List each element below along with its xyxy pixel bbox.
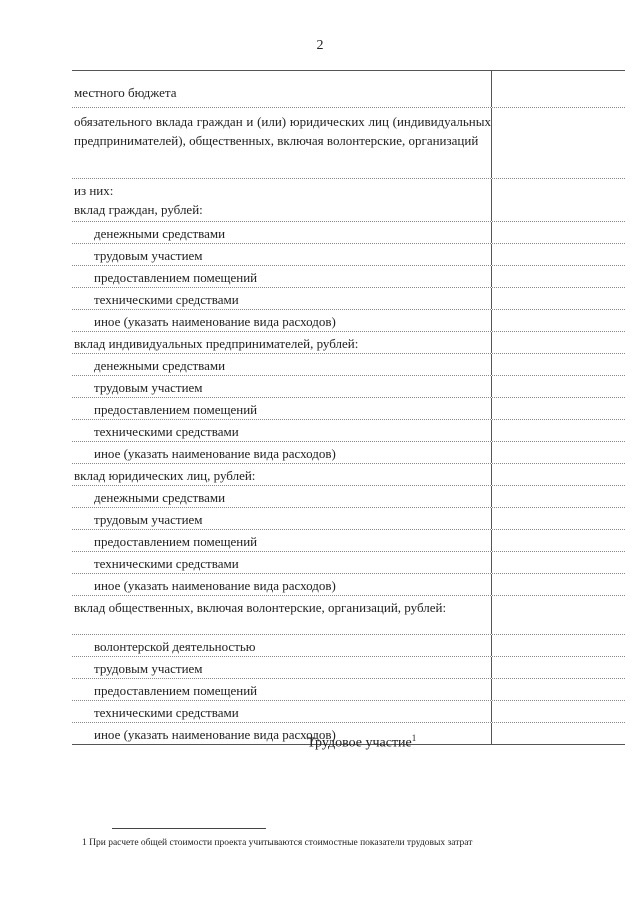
table-row <box>72 486 625 508</box>
row-value <box>492 635 625 656</box>
row-value <box>492 574 625 595</box>
row-value <box>492 310 625 331</box>
row-label: вклад юридических лиц, рублей: <box>72 464 492 485</box>
row-label: трудовым участием <box>72 508 492 529</box>
row-label: иное (указать наименование вида расходов) <box>72 442 492 463</box>
table-row <box>72 179 625 222</box>
row-value <box>492 266 625 287</box>
footnote: 1 При расчете общей стоимости проекта учитываются стоимостные показатели трудовых затрат <box>82 838 473 848</box>
section-title-text: Трудовое участие <box>307 735 412 751</box>
table-row <box>72 244 625 266</box>
table-row <box>72 530 625 552</box>
row-value <box>492 530 625 551</box>
row-label: из них: вклад граждан, рублей: <box>72 179 492 221</box>
row-label: денежными средствами <box>72 486 492 507</box>
row-label: техническими средствами <box>72 552 492 573</box>
row-value <box>492 354 625 375</box>
table-row <box>72 266 625 288</box>
row-label: техническими средствами <box>72 701 492 722</box>
table-row <box>72 679 625 701</box>
row-value <box>492 179 625 221</box>
table-row <box>72 376 625 398</box>
table-row <box>72 442 625 464</box>
row-value <box>492 376 625 397</box>
table-row <box>72 310 625 332</box>
row-value <box>492 442 625 463</box>
table-row <box>72 222 625 244</box>
row-value <box>492 244 625 265</box>
table-row <box>72 701 625 723</box>
row-label: иное (указать наименование вида расходов) <box>72 723 492 744</box>
table-row <box>72 332 625 354</box>
row-label: денежными средствами <box>72 354 492 375</box>
row-value <box>492 596 625 634</box>
row-value <box>492 222 625 243</box>
row-value <box>492 332 625 353</box>
row-label: предоставлением помещений <box>72 266 492 287</box>
table-row <box>72 71 625 108</box>
table-row <box>72 108 625 179</box>
contribution-table <box>72 70 625 745</box>
row-value <box>492 108 625 178</box>
row-value <box>492 398 625 419</box>
row-label: трудовым участием <box>72 376 492 397</box>
row-label: предоставлением помещений <box>72 679 492 700</box>
table-row <box>72 552 625 574</box>
table-row <box>72 398 625 420</box>
row-value <box>492 508 625 529</box>
row-value <box>492 552 625 573</box>
table-row <box>72 635 625 657</box>
table-row <box>72 657 625 679</box>
section-title <box>307 733 416 752</box>
row-label: денежными средствами <box>72 222 492 243</box>
row-label: трудовым участием <box>72 657 492 678</box>
row-value <box>492 464 625 485</box>
page-number: 2 <box>316 38 324 53</box>
row-label: иное (указать наименование вида расходов) <box>72 574 492 595</box>
row-label: обязательного вклада граждан и (или) юридических лиц (индивидуальных предпринимателей), общественных, включая волонтерские, организаций <box>72 108 492 178</box>
table-row <box>72 508 625 530</box>
row-label: техническими средствами <box>72 420 492 441</box>
row-value <box>492 679 625 700</box>
row-value <box>492 288 625 309</box>
table-row <box>72 464 625 486</box>
row-label: местного бюджета <box>72 71 492 107</box>
row-value <box>492 486 625 507</box>
row-label: трудовым участием <box>72 244 492 265</box>
row-value <box>492 701 625 722</box>
table-row <box>72 420 625 442</box>
row-label: вклад индивидуальных предпринимателей, рублей: <box>72 332 492 353</box>
table-row <box>72 354 625 376</box>
row-value <box>492 420 625 441</box>
row-label: волонтерской деятельностью <box>72 635 492 656</box>
row-label: иное (указать наименование вида расходов) <box>72 310 492 331</box>
footnote-divider <box>112 828 266 829</box>
row-label: предоставлением помещений <box>72 530 492 551</box>
row-label: предоставлением помещений <box>72 398 492 419</box>
row-label: вклад общественных, включая волонтерские, организаций, рублей: <box>72 596 492 634</box>
table-row <box>72 288 625 310</box>
row-value <box>492 71 625 107</box>
row-label: техническими средствами <box>72 288 492 309</box>
row-value <box>492 723 625 744</box>
footnote-reference: 1 <box>411 733 417 743</box>
table-row <box>72 596 625 635</box>
row-value <box>492 657 625 678</box>
table-row <box>72 574 625 596</box>
